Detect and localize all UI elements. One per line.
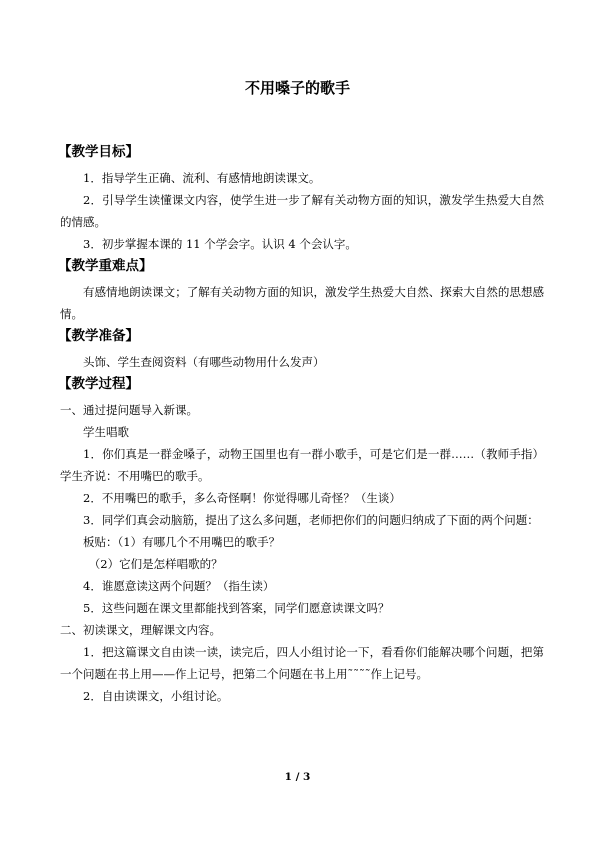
goal-item: 1．指导学生正确、流利、有感情地朗读课文。: [83, 171, 321, 185]
section-heading-goals: 【教学目标】: [58, 144, 139, 160]
process-line: 板贴：（1）有哪几个不用嘴巴的歌手？: [83, 535, 281, 549]
key-points-text: 有感情地朗读课文；了解有关动物方面的知识，激发学生热爱大自然、探索大自然的思想感情。: [60, 285, 544, 321]
process-line: （2）它们是怎样唱歌的？: [88, 557, 223, 571]
process-step-heading: 一、通过提问题导入新课。: [60, 403, 198, 417]
process-line: 1．把这篇课文自由读一读，读完后，四人小组讨论一下，看看你们能解决哪个问题，把第一个问题在书上用——作上记号，把第二个问题在书上用˜˜˜˜作上记号。: [60, 645, 544, 681]
section-heading-key-points: 【教学重难点】: [58, 258, 153, 274]
process-line: 2．自由读课文，小组讨论。: [83, 689, 229, 703]
document-title: 不用嗓子的歌手: [244, 79, 350, 97]
section-heading-preparation: 【教学准备】: [58, 328, 139, 344]
preparation-text: 头饰、学生查阅资料（有哪些动物用什么发声）: [83, 355, 325, 369]
process-line: 1．你们真是一群金嗓子，动物王国里也有一群小歌手，可是它们是一群……（教师手指）学生齐说：不用嘴巴的歌手。: [60, 447, 544, 483]
section-heading-process: 【教学过程】: [58, 376, 139, 392]
process-line: 4．谁愿意读这两个问题？（指生读）: [83, 579, 275, 593]
process-line: 2．不用嘴巴的歌手，多么奇怪啊！你觉得哪儿奇怪？（生谈）: [83, 491, 401, 505]
process-line: 3．同学们真会动脑筋，提出了这么多问题，老师把你们的问题归纳成了下面的两个问题：: [83, 513, 539, 527]
goal-item: 3．初步掌握本课的 11 个学会字。认识 4 个会认字。: [83, 237, 357, 251]
page-number: 1 / 3: [284, 771, 311, 783]
process-line: 学生唱歌: [83, 425, 129, 439]
process-step-heading: 二、初读课文，理解课文内容。: [60, 623, 221, 637]
goal-item: 2．引导学生读懂课文内容，使学生进一步了解有关动物方面的知识，激发学生热爱大自然的情感。: [60, 193, 544, 229]
document-body: [60, 143, 544, 707]
process-line: 5．这些问题在课文里都能找到答案，同学们愿意读课文吗？: [83, 601, 390, 615]
